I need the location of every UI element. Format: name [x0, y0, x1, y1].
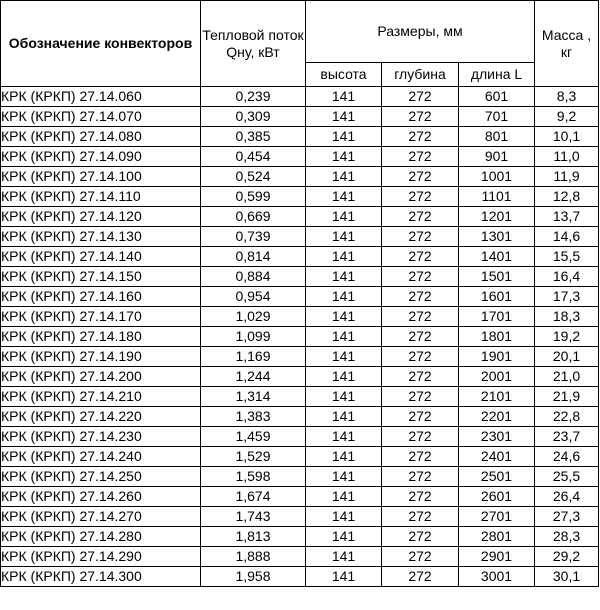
- cell-depth: 272: [382, 427, 459, 447]
- cell-heat-flow: 0,239: [201, 87, 306, 107]
- header-height: высота: [306, 63, 382, 87]
- cell-depth: 272: [382, 387, 459, 407]
- cell-length: 1701: [459, 307, 535, 327]
- cell-heat-flow: 1,674: [201, 487, 306, 507]
- cell-length: 1001: [459, 167, 535, 187]
- cell-height: 141: [306, 267, 382, 287]
- cell-designation: КРК (КРКП) 27.14.140: [1, 247, 201, 267]
- cell-length: 2801: [459, 527, 535, 547]
- cell-mass: 8,3: [535, 87, 599, 107]
- table-row: [1, 167, 599, 187]
- header-dimensions: Размеры, мм: [306, 1, 535, 63]
- table-row: [1, 407, 599, 427]
- cell-mass: 10,1: [535, 127, 599, 147]
- cell-mass: 19,2: [535, 327, 599, 347]
- cell-mass: 25,5: [535, 467, 599, 487]
- cell-mass: 21,0: [535, 367, 599, 387]
- cell-length: 2501: [459, 467, 535, 487]
- cell-length: 1801: [459, 327, 535, 347]
- cell-height: 141: [306, 387, 382, 407]
- table-row: [1, 467, 599, 487]
- cell-depth: 272: [382, 287, 459, 307]
- cell-height: 141: [306, 107, 382, 127]
- cell-mass: 23,7: [535, 427, 599, 447]
- cell-designation: КРК (КРКП) 27.14.170: [1, 307, 201, 327]
- cell-mass: 17,3: [535, 287, 599, 307]
- cell-designation: КРК (КРКП) 27.14.230: [1, 427, 201, 447]
- cell-designation: КРК (КРКП) 27.14.300: [1, 567, 201, 587]
- cell-designation: КРК (КРКП) 27.14.180: [1, 327, 201, 347]
- cell-depth: 272: [382, 507, 459, 527]
- cell-mass: 28,3: [535, 527, 599, 547]
- cell-heat-flow: 1,029: [201, 307, 306, 327]
- cell-height: 141: [306, 547, 382, 567]
- cell-heat-flow: 0,599: [201, 187, 306, 207]
- cell-length: 2701: [459, 507, 535, 527]
- cell-designation: КРК (КРКП) 27.14.100: [1, 167, 201, 187]
- cell-mass: 27,3: [535, 507, 599, 527]
- cell-height: 141: [306, 467, 382, 487]
- table-row: [1, 147, 599, 167]
- cell-height: 141: [306, 307, 382, 327]
- cell-height: 141: [306, 127, 382, 147]
- header-mass: Масса , кг: [535, 1, 599, 87]
- cell-height: 141: [306, 447, 382, 467]
- cell-length: 601: [459, 87, 535, 107]
- cell-mass: 11,0: [535, 147, 599, 167]
- table-row: [1, 227, 599, 247]
- cell-mass: 29,2: [535, 547, 599, 567]
- cell-heat-flow: 0,454: [201, 147, 306, 167]
- cell-heat-flow: 1,169: [201, 347, 306, 367]
- cell-length: 1401: [459, 247, 535, 267]
- cell-heat-flow: 1,598: [201, 467, 306, 487]
- cell-heat-flow: 0,669: [201, 207, 306, 227]
- cell-designation: КРК (КРКП) 27.14.190: [1, 347, 201, 367]
- cell-height: 141: [306, 87, 382, 107]
- cell-length: 1901: [459, 347, 535, 367]
- cell-heat-flow: 1,529: [201, 447, 306, 467]
- table-row: [1, 187, 599, 207]
- cell-mass: 24,6: [535, 447, 599, 467]
- header-heat-flow: Тепловой поток Qну, кВт: [201, 1, 306, 87]
- cell-depth: 272: [382, 467, 459, 487]
- cell-designation: КРК (КРКП) 27.14.220: [1, 407, 201, 427]
- cell-height: 141: [306, 347, 382, 367]
- cell-height: 141: [306, 367, 382, 387]
- cell-height: 141: [306, 567, 382, 587]
- cell-designation: КРК (КРКП) 27.14.160: [1, 287, 201, 307]
- cell-designation: КРК (КРКП) 27.14.070: [1, 107, 201, 127]
- cell-designation: КРК (КРКП) 27.14.260: [1, 487, 201, 507]
- cell-designation: КРК (КРКП) 27.14.110: [1, 187, 201, 207]
- table-row: [1, 507, 599, 527]
- cell-designation: КРК (КРКП) 27.14.150: [1, 267, 201, 287]
- cell-length: 2401: [459, 447, 535, 467]
- cell-mass: 15,5: [535, 247, 599, 267]
- cell-designation: КРК (КРКП) 27.14.060: [1, 87, 201, 107]
- cell-length: 1601: [459, 287, 535, 307]
- table-body: [1, 87, 599, 587]
- cell-designation: КРК (КРКП) 27.14.130: [1, 227, 201, 247]
- cell-height: 141: [306, 187, 382, 207]
- cell-designation: КРК (КРКП) 27.14.090: [1, 147, 201, 167]
- cell-mass: 13,7: [535, 207, 599, 227]
- cell-heat-flow: 0,385: [201, 127, 306, 147]
- cell-mass: 22,8: [535, 407, 599, 427]
- table-row: [1, 87, 599, 107]
- table-row: [1, 327, 599, 347]
- cell-designation: КРК (КРКП) 27.14.250: [1, 467, 201, 487]
- cell-length: 1301: [459, 227, 535, 247]
- table-row: [1, 307, 599, 327]
- cell-length: 2101: [459, 387, 535, 407]
- cell-depth: 272: [382, 147, 459, 167]
- cell-heat-flow: 0,954: [201, 287, 306, 307]
- cell-heat-flow: 1,743: [201, 507, 306, 527]
- cell-height: 141: [306, 147, 382, 167]
- cell-height: 141: [306, 207, 382, 227]
- cell-heat-flow: 1,888: [201, 547, 306, 567]
- cell-heat-flow: 0,309: [201, 107, 306, 127]
- cell-length: 2001: [459, 367, 535, 387]
- cell-designation: КРК (КРКП) 27.14.280: [1, 527, 201, 547]
- header-row-main: [1, 1, 599, 63]
- cell-depth: 272: [382, 407, 459, 427]
- cell-heat-flow: 0,814: [201, 247, 306, 267]
- cell-height: 141: [306, 507, 382, 527]
- cell-length: 3001: [459, 567, 535, 587]
- cell-mass: 16,4: [535, 267, 599, 287]
- table-row: [1, 547, 599, 567]
- header-length: длина L: [459, 63, 535, 87]
- table-row: [1, 387, 599, 407]
- header-designation: Обозначение конвекторов: [1, 1, 201, 87]
- cell-designation: КРК (КРКП) 27.14.080: [1, 127, 201, 147]
- cell-height: 141: [306, 247, 382, 267]
- cell-depth: 272: [382, 107, 459, 127]
- cell-depth: 272: [382, 167, 459, 187]
- table-row: [1, 367, 599, 387]
- cell-heat-flow: 1,383: [201, 407, 306, 427]
- cell-heat-flow: 1,459: [201, 427, 306, 447]
- cell-depth: 272: [382, 487, 459, 507]
- cell-length: 2301: [459, 427, 535, 447]
- cell-designation: КРК (КРКП) 27.14.120: [1, 207, 201, 227]
- cell-depth: 272: [382, 527, 459, 547]
- table-row: [1, 567, 599, 587]
- cell-length: 1101: [459, 187, 535, 207]
- cell-depth: 272: [382, 247, 459, 267]
- cell-heat-flow: 1,099: [201, 327, 306, 347]
- cell-depth: 272: [382, 267, 459, 287]
- cell-heat-flow: 0,739: [201, 227, 306, 247]
- cell-length: 1501: [459, 267, 535, 287]
- cell-heat-flow: 1,958: [201, 567, 306, 587]
- cell-depth: 272: [382, 207, 459, 227]
- table-row: [1, 107, 599, 127]
- cell-heat-flow: 1,813: [201, 527, 306, 547]
- cell-height: 141: [306, 167, 382, 187]
- cell-depth: 272: [382, 327, 459, 347]
- cell-mass: 20,1: [535, 347, 599, 367]
- cell-length: 2901: [459, 547, 535, 567]
- cell-depth: 272: [382, 347, 459, 367]
- cell-mass: 12,8: [535, 187, 599, 207]
- cell-heat-flow: 1,244: [201, 367, 306, 387]
- header-depth: глубина: [382, 63, 459, 87]
- table-row: [1, 487, 599, 507]
- table-row: [1, 527, 599, 547]
- cell-designation: КРК (КРКП) 27.14.210: [1, 387, 201, 407]
- table-row: [1, 267, 599, 287]
- cell-designation: КРК (КРКП) 27.14.270: [1, 507, 201, 527]
- cell-length: 901: [459, 147, 535, 167]
- cell-depth: 272: [382, 127, 459, 147]
- cell-depth: 272: [382, 307, 459, 327]
- cell-mass: 30,1: [535, 567, 599, 587]
- cell-depth: 272: [382, 567, 459, 587]
- cell-length: 801: [459, 127, 535, 147]
- cell-height: 141: [306, 287, 382, 307]
- cell-length: 701: [459, 107, 535, 127]
- cell-depth: 272: [382, 447, 459, 467]
- table-row: [1, 447, 599, 467]
- cell-mass: 14,6: [535, 227, 599, 247]
- table-row: [1, 127, 599, 147]
- cell-length: 2201: [459, 407, 535, 427]
- cell-mass: 21,9: [535, 387, 599, 407]
- cell-depth: 272: [382, 187, 459, 207]
- cell-heat-flow: 0,524: [201, 167, 306, 187]
- cell-height: 141: [306, 427, 382, 447]
- cell-height: 141: [306, 487, 382, 507]
- table-row: [1, 287, 599, 307]
- cell-depth: 272: [382, 367, 459, 387]
- cell-mass: 18,3: [535, 307, 599, 327]
- cell-mass: 26,4: [535, 487, 599, 507]
- cell-length: 2601: [459, 487, 535, 507]
- cell-designation: КРК (КРКП) 27.14.240: [1, 447, 201, 467]
- cell-height: 141: [306, 227, 382, 247]
- cell-heat-flow: 0,884: [201, 267, 306, 287]
- cell-height: 141: [306, 327, 382, 347]
- cell-mass: 9,2: [535, 107, 599, 127]
- cell-depth: 272: [382, 227, 459, 247]
- cell-height: 141: [306, 407, 382, 427]
- table-row: [1, 207, 599, 227]
- cell-depth: 272: [382, 547, 459, 567]
- cell-designation: КРК (КРКП) 27.14.290: [1, 547, 201, 567]
- cell-designation: КРК (КРКП) 27.14.200: [1, 367, 201, 387]
- cell-depth: 272: [382, 87, 459, 107]
- table-row: [1, 427, 599, 447]
- cell-heat-flow: 1,314: [201, 387, 306, 407]
- cell-height: 141: [306, 527, 382, 547]
- table-row: [1, 247, 599, 267]
- table-row: [1, 347, 599, 367]
- cell-mass: 11,9: [535, 167, 599, 187]
- cell-length: 1201: [459, 207, 535, 227]
